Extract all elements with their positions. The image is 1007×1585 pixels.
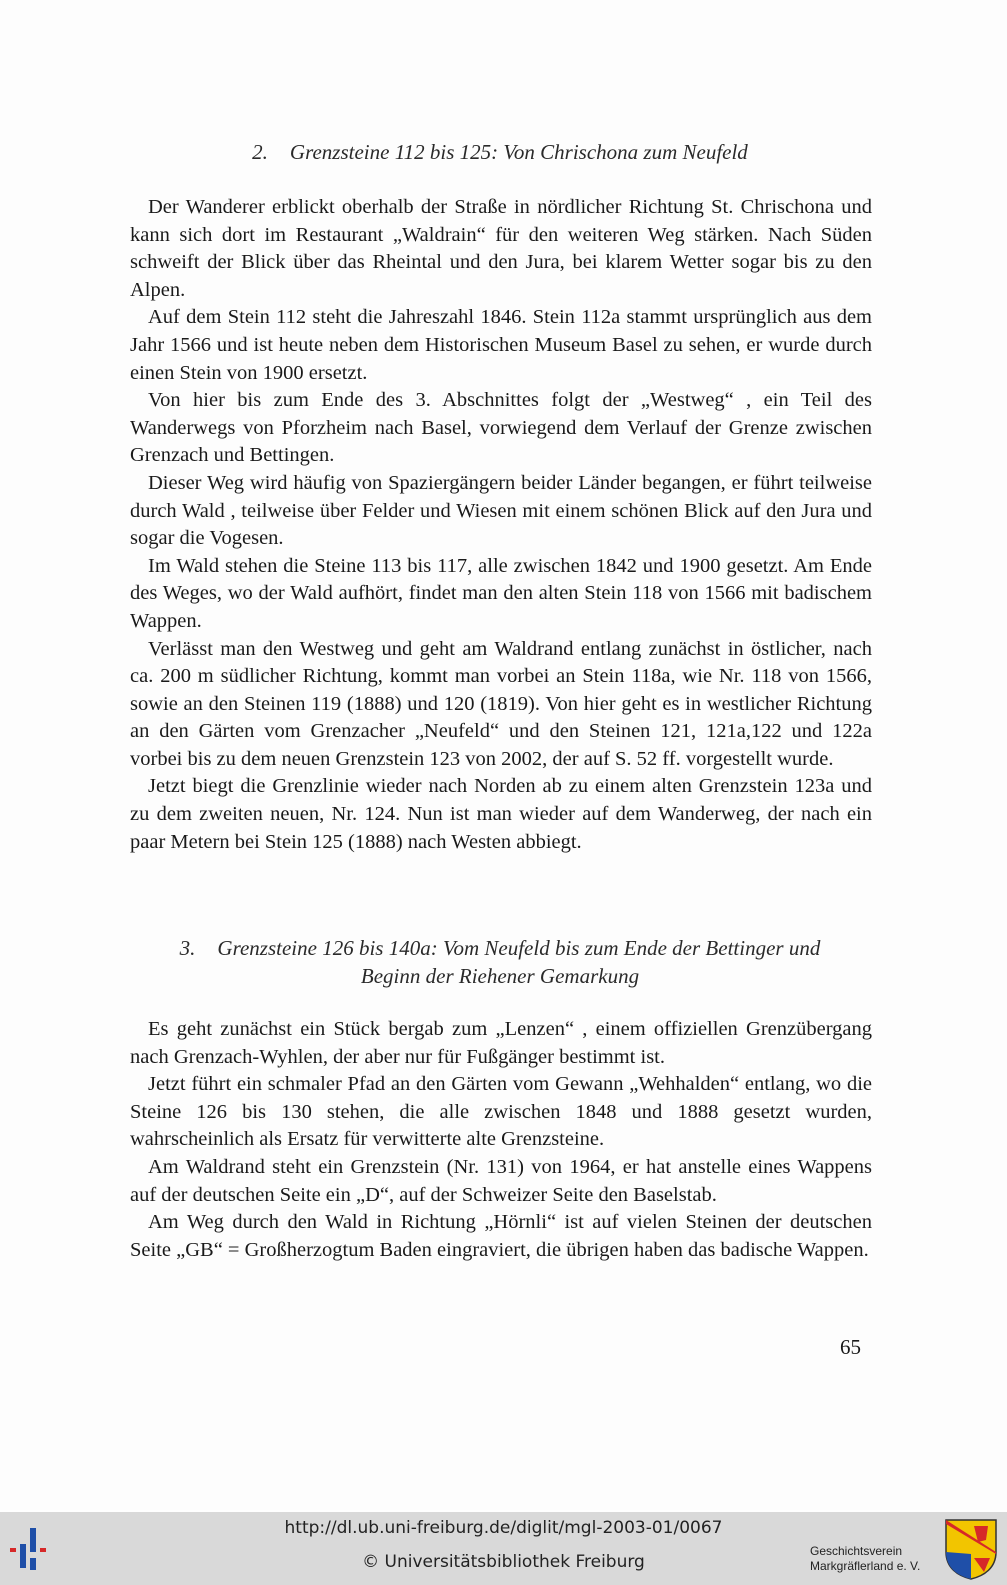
- paragraph: Am Waldrand steht ein Grenzstein (Nr. 131) von 1964, er hat anstelle eines Wappens auf der deutschen Seite ein „D“, auf der Schweizer Seite den Baselstab.: [130, 1155, 872, 1206]
- paragraph: Jetzt führt ein schmaler Pfad an den Gärten vom Gewann „Wehhalden“ entlang, wo die Steine 126 bis 130 stehen, die alle zwischen 1848 und 1888 gesetzt wurden, wahrscheinlich als Ersatz für verwitterte alte Grenzsteine.: [130, 1073, 872, 1151]
- section-3-number: 3.: [179, 936, 196, 960]
- paragraph: Am Weg durch den Wald in Richtung „Hörnli“ ist auf vielen Steinen der deutschen Seite „GB“ = Großherzogtum Baden eingraviert, die übrigen haben das badische Wappen.: [130, 1211, 872, 1261]
- page-number: 65: [840, 1335, 861, 1359]
- section-3-body: [130, 1016, 872, 1264]
- section-2-number: 2.: [252, 140, 268, 164]
- section-2-title: Grenzsteine 112 bis 125: Von Chrischona zum Neufeld: [289, 140, 748, 164]
- section-2-body: [130, 194, 872, 856]
- society-name-line-2: Markgräflerland e. V.: [810, 1559, 921, 1573]
- footer-copyright: © Universitätsbibliothek Freiburg: [362, 1552, 645, 1572]
- section-3-heading: [130, 934, 870, 990]
- society-name: [810, 1544, 935, 1574]
- paragraph: Auf dem Stein 112 steht die Jahreszahl 1846. Stein 112a stammt ursprünglich aus dem Jahr 1566 und ist heute neben dem Historischen Museum Basel zu sehen, er wurde durch einen Stein von 1900 ersetzt.: [130, 306, 872, 384]
- paragraph: Von hier bis zum Ende des 3. Abschnittes folgt der „Westweg“ , ein Teil des Wanderwegs von Pforzheim nach Basel, vorwiegend dem Verlauf der Grenze zwischen Grenzach und Bettingen.: [130, 389, 872, 467]
- paragraph: Es geht zunächst ein Stück bergab zum „Lenzen“ , einem offiziellen Grenzübergang nach Grenzach-Wyhlen, der aber nur für Fußgänger bestimmt ist.: [130, 1018, 872, 1068]
- paragraph: Dieser Weg wird häufig von Spaziergängern beider Länder begangen, er führt teilweise durch Wald , teilweise über Felder und Wiesen mit einem schönen Blick auf den Jura und sogar die Vogesen.: [130, 471, 872, 550]
- footer-url-link[interactable]: http://dl.ub.uni-freiburg.de/diglit/mgl-2003-01/0067: [284, 1518, 723, 1538]
- coat-of-arms-icon[interactable]: [944, 1518, 998, 1580]
- section-3-title-line-2: Beginn der Riehener Gemarkung: [360, 964, 640, 988]
- section-2-heading: [130, 138, 870, 166]
- society-name-line-1: Geschichtsverein: [810, 1544, 903, 1558]
- paragraph: Der Wanderer erblickt oberhalb der Straße in nördlicher Richtung St. Chrischona und kann sich dort im Restaurant „Waldrain“ für den weiteren Weg stärken. Nach Süden schweift der Blick über das Rheintal und den Jura, bei klarem Wetter sogar bis zu den Alpen.: [130, 196, 872, 301]
- paragraph: Jetzt biegt die Grenzlinie wieder nach Norden ab zu einem alten Grenzstein 123a und zu dem zweiten neuen, Nr. 124. Nun ist man wieder auf dem Wanderweg, der nach ein paar Metern bei Stein 125 (1888) nach Westen abbiegt.: [130, 775, 872, 853]
- paragraph: Im Wald stehen die Steine 113 bis 117, alle zwischen 1842 und 1900 gesetzt. Am Ende des Weges, wo der Wald aufhört, findet man den alten Stein 118 von 1566 mit badischem Wappen.: [130, 554, 872, 632]
- footer-bar: [0, 1512, 1007, 1585]
- section-3-title-line-1: Grenzsteine 126 bis 140a: Vom Neufeld bis zum Ende der Bettinger und: [217, 936, 821, 960]
- paragraph: Verlässt man den Westweg und geht am Waldrand entlang zunächst in östlicher, nach ca. 200 m südlicher Richtung, kommt man vorbei an Stein 118a, wie Nr. 118 von 1566, sowie an den Steinen 119 (1888) und 120 (1819). Von hier geht es in westlicher Richtung an den Gärten vom Grenzacher „Neufeld“ und den Steinen 121, 121a,122 und 122a vorbei bis zu dem neuen Grenzstein 123 von 2002, der auf S. 52 ff. vorgestellt wurde.: [130, 637, 872, 770]
